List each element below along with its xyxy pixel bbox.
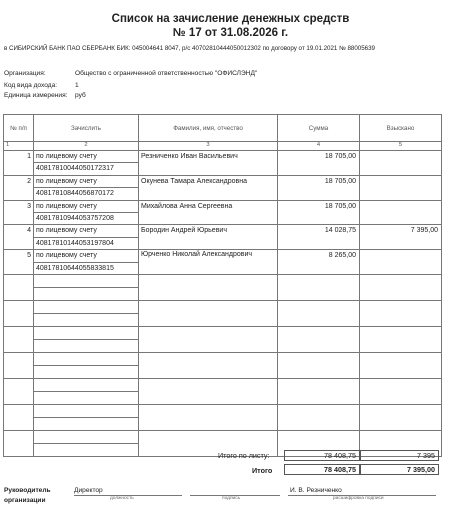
row-full-name: Михайлова Анна Сергеевна	[139, 200, 278, 225]
column-number: 5	[360, 142, 442, 151]
signature-caption: подпись	[222, 496, 241, 501]
header-cell-number: № п/п	[4, 115, 34, 142]
column-number: 1	[4, 142, 34, 151]
table-row	[4, 175, 442, 187]
table-row	[4, 225, 442, 237]
row-collected: 7 395,00	[360, 225, 442, 250]
empty-row	[4, 274, 442, 287]
row-index: 5	[4, 250, 34, 275]
meta-label: Единица измерения:	[4, 92, 68, 99]
column-number: 4	[278, 142, 360, 151]
row-sum: 18 705,00	[278, 175, 360, 200]
head-label-line2: организации	[4, 497, 46, 504]
row-index: 2	[4, 175, 34, 200]
row-account: 40817810644055833815	[34, 262, 139, 274]
row-collected	[360, 175, 442, 200]
row-full-name: Резниченко Иван Васильевич	[139, 151, 278, 176]
header-cell-credit: Зачислить	[34, 115, 139, 142]
row-collected	[360, 200, 442, 225]
decoding-caption: расшифровка подписи	[333, 496, 384, 501]
row-sum: 18 705,00	[278, 151, 360, 176]
row-index: 3	[4, 200, 34, 225]
column-number: 3	[139, 142, 278, 151]
head-label-line1: Руководитель	[4, 487, 51, 494]
empty-row	[4, 352, 442, 365]
row-sum: 14 028,75	[278, 225, 360, 250]
header-cell-sum: Сумма	[278, 115, 360, 142]
payment-table	[3, 114, 442, 457]
row-index: 1	[4, 151, 34, 176]
header-cell-name: Фамилия, имя, отчество	[139, 115, 278, 142]
header-cell-collected: Взыскано	[360, 115, 442, 142]
empty-row	[4, 404, 442, 417]
row-credit-type: по лицевому счету	[34, 250, 139, 262]
meta-value: 1	[75, 82, 79, 89]
bank-details: в СИБИРСКИЙ БАНК ПАО СБЕРБАНК БИК: 045004641 8047, р/с 40702810444050012302 по договору от 19.01.2021 № 88005639	[4, 45, 375, 52]
page-total-sum: 78 408,75	[284, 450, 360, 461]
meta-value: Общество с ограниченной ответственностью "ОФИСЛЭНД"	[75, 70, 258, 77]
position-value: Директор	[74, 487, 103, 494]
page-total-label: Итого по листу:	[218, 451, 270, 460]
table-row	[4, 151, 442, 163]
signatory-name: И. В. Резниченко	[290, 487, 342, 494]
row-collected	[360, 250, 442, 275]
row-account: 40817810844056870172	[34, 188, 139, 200]
row-full-name: Юрченко Николай Александрович	[139, 250, 278, 275]
page-total-collected: 7 395	[360, 450, 439, 461]
row-credit-type: по лицевому счету	[34, 225, 139, 237]
position-caption: должность	[110, 496, 134, 501]
row-credit-type: по лицевому счету	[34, 175, 139, 187]
row-account: 40817810144053197804	[34, 237, 139, 249]
table-row	[4, 250, 442, 262]
grand-total-collected: 7 395,00	[360, 464, 439, 475]
row-full-name: Окунева Тамара Александровна	[139, 175, 278, 200]
row-credit-type: по лицевому счету	[34, 151, 139, 163]
column-number-row	[4, 142, 442, 151]
row-account: 40817810044050172317	[34, 163, 139, 175]
column-number: 2	[34, 142, 139, 151]
grand-total-label: Итого	[252, 466, 273, 475]
empty-row	[4, 430, 442, 443]
document-number: № 17 от 31.08.2026 г.	[172, 27, 289, 39]
row-sum: 18 705,00	[278, 200, 360, 225]
meta-label: Организация:	[4, 70, 46, 77]
empty-row	[4, 378, 442, 391]
row-collected	[360, 151, 442, 176]
empty-row	[4, 300, 442, 313]
table-header-row	[4, 115, 442, 142]
meta-label: Код вида дохода:	[4, 82, 58, 89]
row-index: 4	[4, 225, 34, 250]
empty-row	[4, 326, 442, 339]
row-credit-type: по лицевому счету	[34, 200, 139, 212]
meta-value: руб	[75, 92, 86, 99]
row-full-name: Бородин Андрей Юрьевич	[139, 225, 278, 250]
grand-total-sum: 78 408,75	[284, 464, 360, 475]
table-row	[4, 200, 442, 212]
row-sum: 8 265,00	[278, 250, 360, 275]
document-title: Список на зачисление денежных средств	[111, 13, 350, 25]
row-account: 40817810944053757208	[34, 212, 139, 224]
